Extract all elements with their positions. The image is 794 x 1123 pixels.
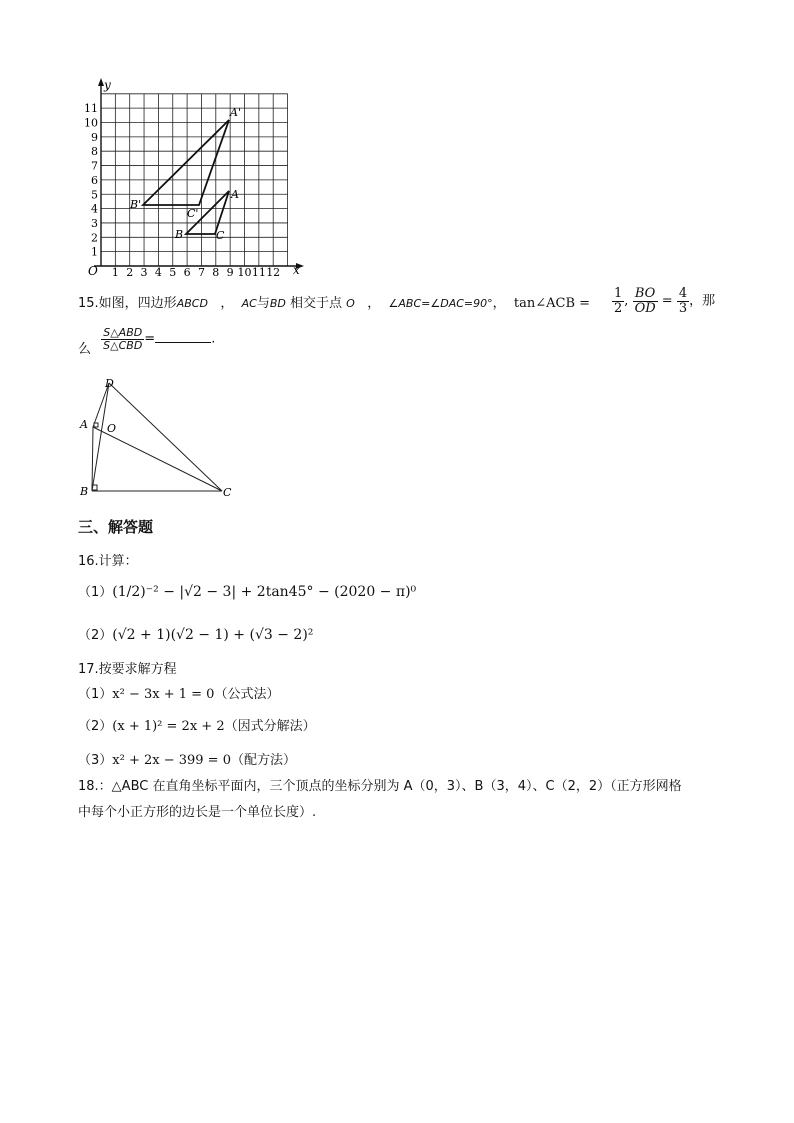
q15-abcd: ABCD <box>176 297 208 310</box>
q15-angles: ∠ABC=∠DAC=90° <box>388 297 493 310</box>
q16-expression-2: (√2 + 1)(√2 − 1) + (√3 − 2)² <box>112 627 314 643</box>
q16-expression-1: (1/2)⁻² − |√2 − 3| + 2tan45° − (2020 − π)⁰ <box>112 584 417 600</box>
frac-num: S△ABD <box>101 327 144 340</box>
label-a: A <box>80 418 88 431</box>
y-tick-label: 8 <box>91 145 98 159</box>
frac-den: S△CBD <box>103 338 143 352</box>
method-label: （配方法） <box>230 753 296 768</box>
y-tick-label: 2 <box>91 231 98 245</box>
q15-tail: ，那 <box>689 293 716 309</box>
segment-ac <box>93 427 222 491</box>
label-a: A <box>231 188 239 201</box>
x-tick-label: 8 <box>212 266 220 278</box>
part-label: （2） <box>78 719 113 734</box>
quadrilateral-figure <box>76 374 238 502</box>
y-tick-label: 5 <box>91 188 98 202</box>
q15-tan: tan∠ACB = <box>513 296 591 311</box>
x-tick-label: 9 <box>226 266 234 278</box>
q15-o: O <box>346 297 355 310</box>
y-tick-labels <box>84 102 98 259</box>
q15-bd: BD <box>269 297 286 310</box>
label-d: D <box>105 377 114 390</box>
frac-num: 4 <box>678 286 688 301</box>
y-axis-label: y <box>104 78 111 92</box>
q15-me: 么 <box>78 341 92 357</box>
x-tick-label: 3 <box>140 266 148 278</box>
y-tick-label: 4 <box>91 202 98 216</box>
question-16-part2 <box>78 624 313 643</box>
frac-num: BO <box>633 287 658 302</box>
question-17-part1 <box>78 683 279 702</box>
equation: (x + 1)² = 2x + 2 <box>112 719 225 734</box>
y-tick-label: 10 <box>84 116 98 130</box>
q15-comma: ， <box>367 296 381 311</box>
y-tick-label: 1 <box>91 245 98 259</box>
question-16-part1 <box>78 581 416 600</box>
question-17-part2 <box>78 715 316 734</box>
question-15-line1 <box>78 294 590 314</box>
equation: x² + 2x − 399 = 0 <box>112 753 231 768</box>
equals: = <box>144 331 156 347</box>
answer-blank[interactable] <box>155 330 211 343</box>
label-b: B <box>175 228 184 241</box>
equation: x² − 3x + 1 = 0 <box>112 687 215 702</box>
x-tick-label: 11 <box>251 266 266 278</box>
label-c-prime: C' <box>187 207 199 220</box>
x-tick-label: 12 <box>266 266 281 278</box>
label-c: C <box>223 486 232 499</box>
method-label: （因式分解法） <box>224 719 316 734</box>
x-tick-label: 7 <box>197 266 205 278</box>
equals: = <box>661 293 673 309</box>
part-label: （2） <box>78 628 113 643</box>
x-axis-label: x <box>293 263 300 277</box>
y-axis <box>98 78 104 266</box>
q15-intersect: 相交于点 <box>290 296 343 311</box>
part-label: （1） <box>78 585 113 600</box>
y-tick-label: 11 <box>84 102 98 116</box>
x-tick-label: 1 <box>111 266 119 278</box>
frac-den: 3 <box>678 300 688 316</box>
fraction-area-ratio <box>101 327 144 351</box>
label-a-prime: A' <box>230 106 241 119</box>
q15-prefix: 15.如图，四边形 <box>78 296 177 311</box>
label-c: C <box>216 229 225 242</box>
segment-bd <box>92 383 109 491</box>
y-tick-label: 9 <box>91 130 98 144</box>
q15-yu: 与 <box>256 296 270 311</box>
segment-ab <box>92 427 93 491</box>
fraction-four-thirds <box>677 287 689 315</box>
label-o: O <box>107 422 117 435</box>
period: . <box>211 331 216 347</box>
question-18-line1: 18.：△ABC 在直角坐标平面内，三个顶点的坐标分别为 A（0，3）、B（3，4）、C（2，2）（正方形网格 <box>78 779 682 794</box>
question-17-title: 17.按要求解方程 <box>78 662 177 677</box>
part-label: （1） <box>78 687 113 702</box>
x-tick-label: 6 <box>183 266 191 278</box>
method-label: （公式法） <box>214 687 280 702</box>
q15-comma: ， <box>220 296 234 311</box>
question-15-line2 <box>78 326 216 357</box>
q15-comma: , <box>624 293 629 309</box>
question-16-title: 16.计算： <box>78 554 138 569</box>
x-tick-label: 4 <box>154 266 162 278</box>
frac-num: 1 <box>614 286 623 301</box>
grid-lines <box>101 94 288 266</box>
fraction-bo-od <box>633 287 658 315</box>
y-tick-label: 6 <box>91 173 98 187</box>
coordinate-grid-figure <box>74 76 306 278</box>
origin-label: O <box>88 264 98 278</box>
segment-cd <box>109 383 222 491</box>
part-label: （3） <box>78 753 113 768</box>
x-tick-label: 2 <box>126 266 134 278</box>
x-tick-label: 5 <box>169 266 177 278</box>
question-18-line2: 中每个小正方形的边长是一个单位长度）. <box>78 805 317 820</box>
label-b-prime: B' <box>130 198 142 211</box>
label-b: B <box>80 485 89 498</box>
q15-fractions <box>612 287 715 315</box>
y-tick-label: 7 <box>91 159 98 173</box>
question-17-part3 <box>78 749 296 768</box>
frac-den: OD <box>634 300 656 316</box>
q15-comma: ， <box>492 296 506 311</box>
x-tick-labels <box>112 266 280 278</box>
frac-den: 2 <box>614 300 623 316</box>
fraction-one-half <box>612 287 624 315</box>
q15-ac: AC <box>241 297 257 310</box>
y-tick-label: 3 <box>91 216 98 230</box>
section-heading: 三、解答题 <box>78 518 154 536</box>
x-tick-label: 10 <box>237 266 252 278</box>
